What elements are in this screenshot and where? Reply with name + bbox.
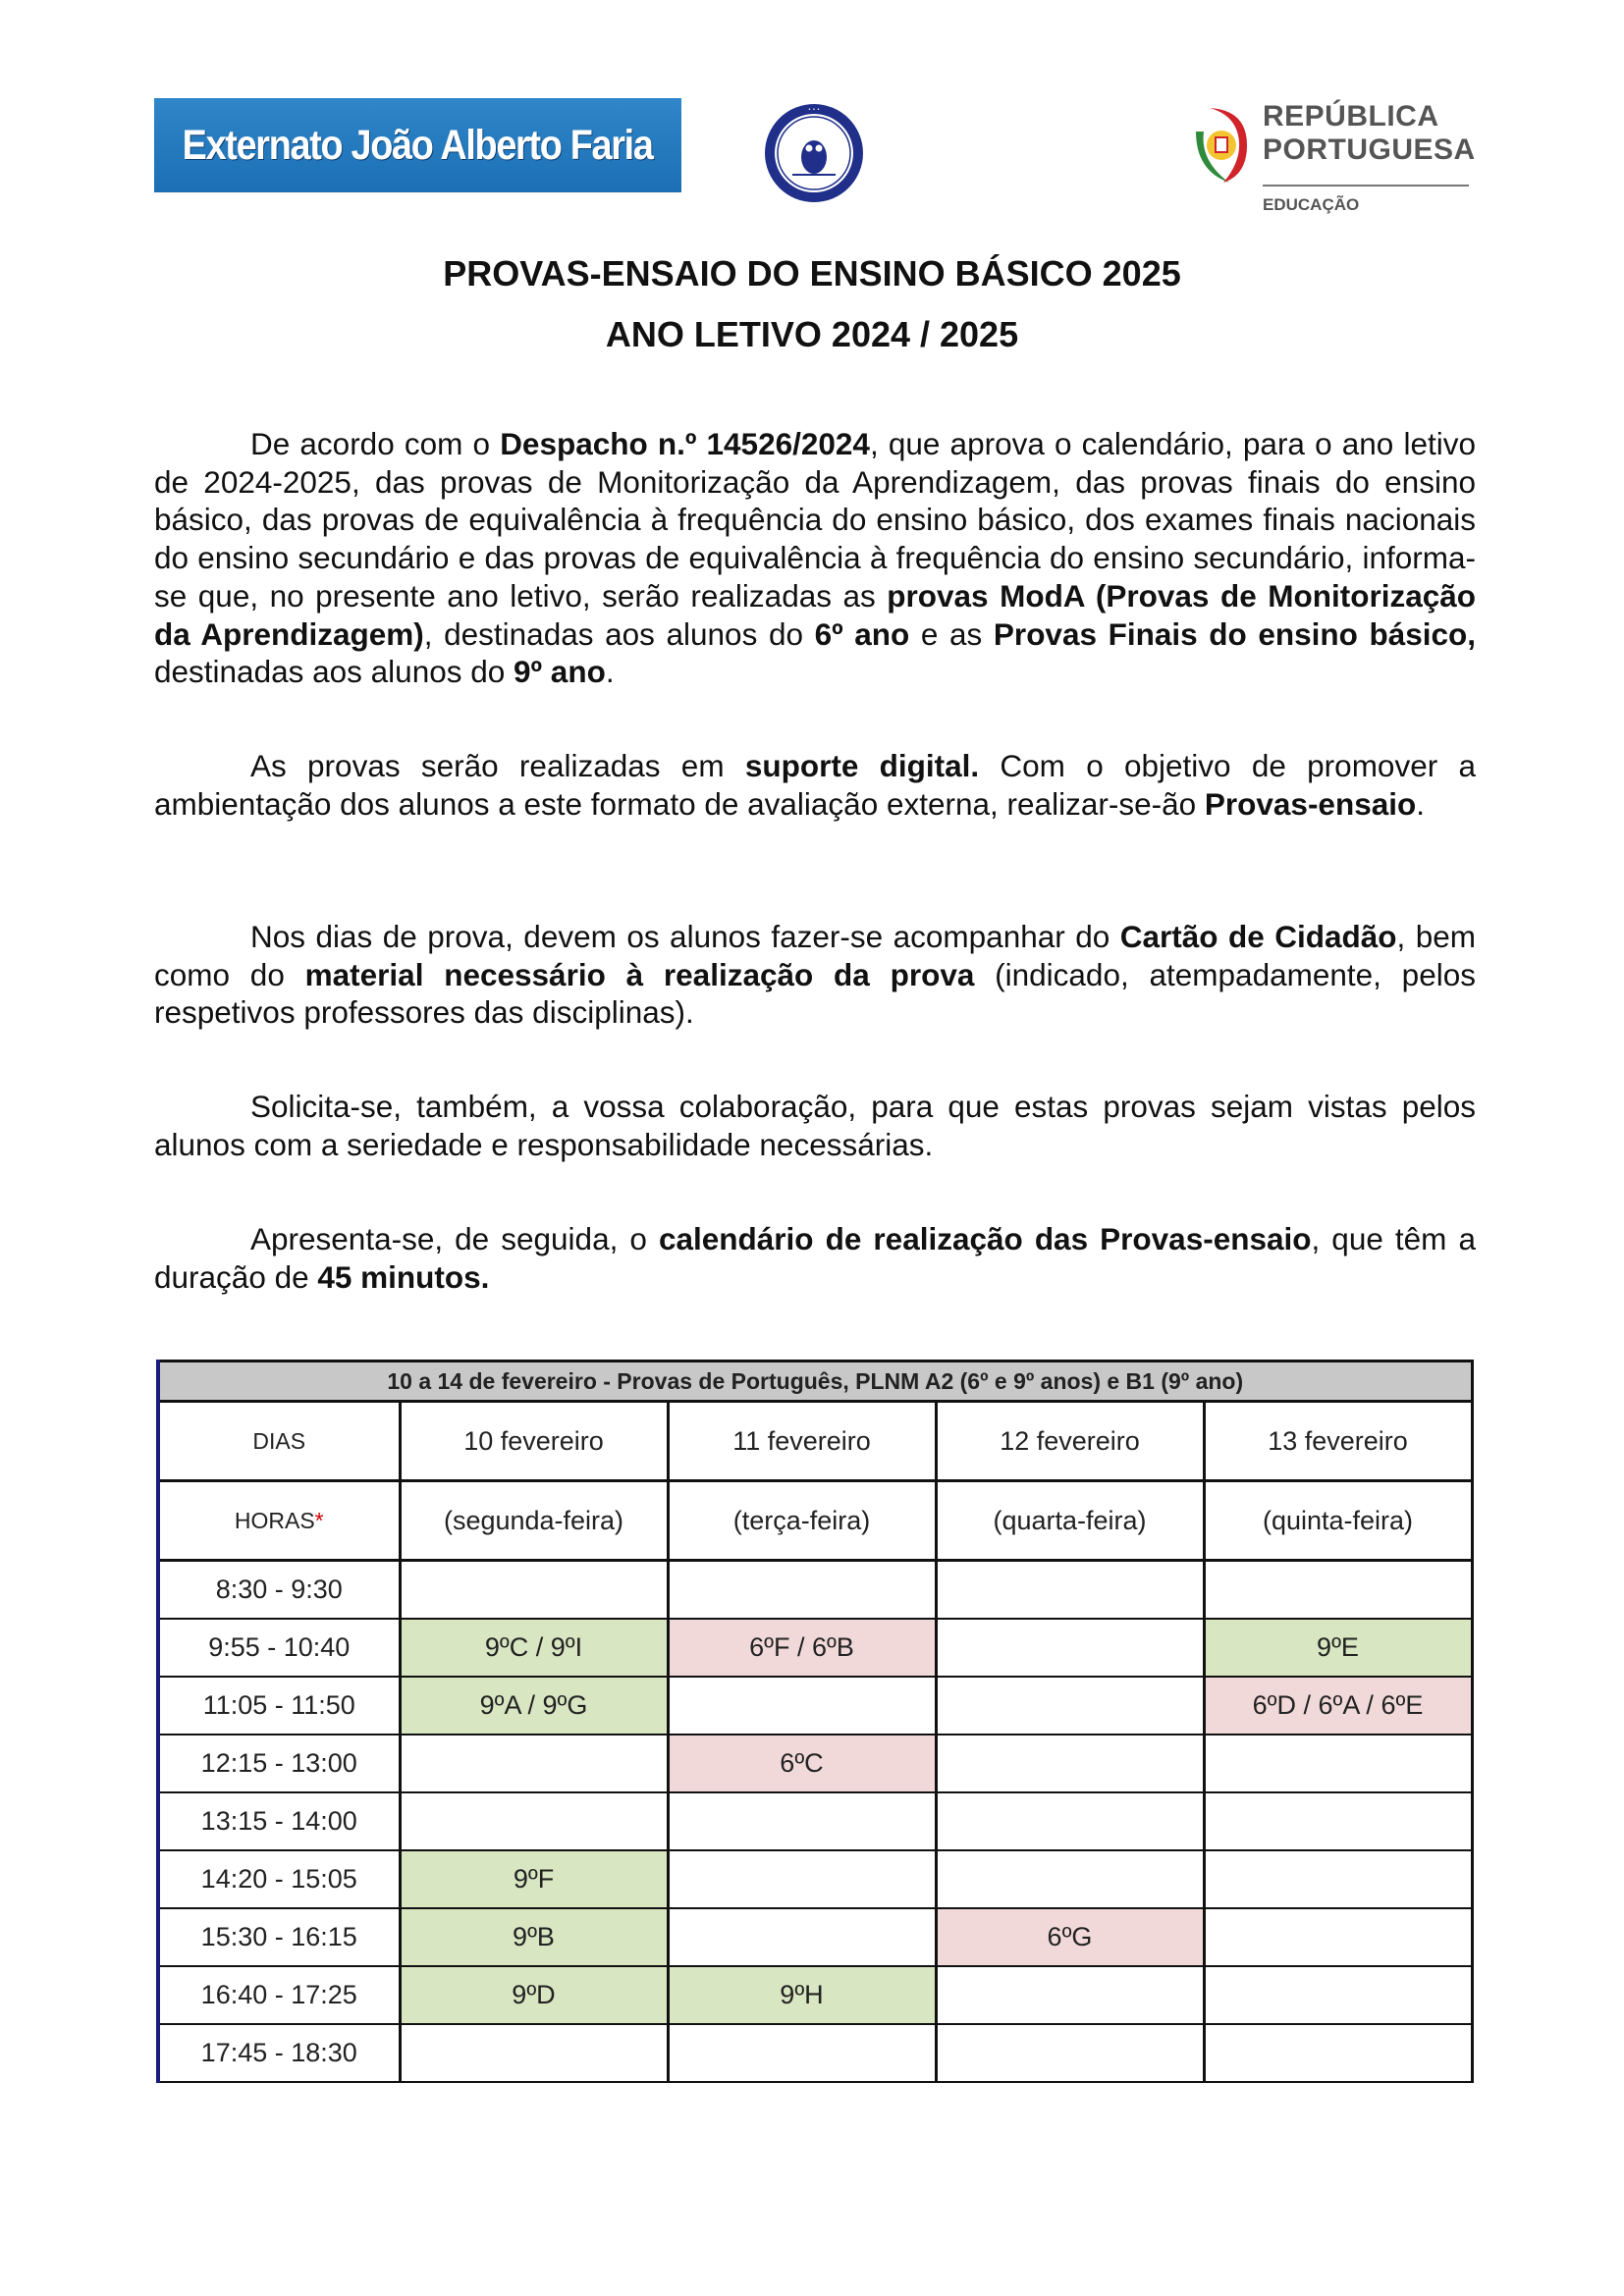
schedule-cell: 6ºG — [936, 1908, 1204, 1966]
text-bold: suporte digital. — [744, 748, 980, 783]
schedule-cell: 9ºA / 9ºG — [400, 1677, 668, 1735]
day-weekday: (segunda-feira) — [400, 1481, 668, 1561]
day-weekday: (quinta-feira) — [1204, 1481, 1472, 1561]
schedule-cell — [668, 2024, 936, 2082]
text-bold: 45 minutos. — [317, 1258, 490, 1295]
schedule-cell — [668, 1792, 936, 1850]
horas-text: HORAS — [234, 1507, 315, 1533]
schedule-cell — [668, 1677, 936, 1735]
schedule-cell: 9ºH — [668, 1966, 936, 2024]
schedule-cell: 6ºF / 6ºB — [668, 1619, 936, 1677]
schedule-cell — [668, 1561, 936, 1620]
schedule-cell — [1204, 1908, 1472, 1966]
schedule-cell — [936, 1561, 1204, 1620]
table-caption: 10 a 14 de fevereiro - Provas de Português, PLNM A2 (6º e 9º anos) e B1 (9º ano) — [158, 1362, 1472, 1402]
text: destinadas aos alunos do — [154, 654, 514, 690]
schedule-cell: 9ºC / 9ºI — [400, 1619, 668, 1677]
text: , destinadas aos alunos do — [423, 615, 815, 652]
text-bold: Provas-ensaio — [1204, 785, 1417, 822]
gov-line-1: REPÚBLICA — [1263, 100, 1439, 133]
gov-line-2: PORTUGUESA — [1263, 133, 1476, 166]
paragraph-dias-prova — [154, 918, 1476, 1032]
text-bold: 6º ano — [814, 615, 910, 652]
text: . — [1416, 785, 1425, 822]
time-slot: 11:05 - 11:50 — [158, 1677, 400, 1735]
schedule-cell — [1204, 1850, 1472, 1908]
schedule-cell — [668, 1850, 936, 1908]
text: Com o objetivo de promover a ambientação dos alunos a este formato de avaliação externa, realizar-se-ão — [154, 748, 1477, 822]
table-row — [158, 1619, 1472, 1677]
portuguese-shield-icon — [1190, 102, 1253, 185]
time-slot: 9:55 - 10:40 — [158, 1619, 400, 1677]
paragraph-despacho — [154, 425, 1476, 691]
schedule-cell — [936, 1619, 1204, 1677]
header-row-dates — [158, 1402, 1472, 1481]
schedule-cell — [936, 2024, 1204, 2082]
schedule-cell: 6ºD / 6ºA / 6ºE — [1204, 1677, 1472, 1735]
text: Nos dias de prova, devem os alunos fazer-se acompanhar do — [250, 919, 1120, 954]
text-bold: Despacho n.º 14526/2024 — [500, 426, 870, 461]
text: Apresenta-se, de seguida, o — [250, 1221, 659, 1256]
paragraph-colaboracao — [154, 1088, 1476, 1163]
schedule-cell — [400, 1561, 668, 1620]
horas-label — [158, 1481, 400, 1561]
table-row — [158, 2024, 1472, 2082]
schedule-cell: 9ºF — [400, 1850, 668, 1908]
paragraph-suporte-digital — [154, 747, 1476, 823]
day-weekday: (quarta-feira) — [936, 1481, 1204, 1561]
time-slot: 12:15 - 13:00 — [158, 1735, 400, 1792]
schedule-cell — [1204, 2024, 1472, 2082]
text: , que têm a duração de — [154, 1221, 1476, 1295]
table-row — [158, 1966, 1472, 2024]
text-bold: Cartão de Cidadão — [1119, 919, 1397, 954]
schedule-cell — [936, 1735, 1204, 1792]
svg-text:• • •: • • • — [807, 107, 821, 113]
table-row — [158, 1677, 1472, 1735]
time-slot: 16:40 - 17:25 — [158, 1966, 400, 2024]
schedule-cell: 9ºB — [400, 1908, 668, 1966]
exam-schedule-table — [156, 1360, 1474, 2083]
day-weekday: (terça-feira) — [668, 1481, 936, 1561]
schedule-cell — [936, 1850, 1204, 1908]
time-slot: 8:30 - 9:30 — [158, 1561, 400, 1620]
schedule-cell: 9ºE — [1204, 1619, 1472, 1677]
time-slot: 13:15 - 14:00 — [158, 1792, 400, 1850]
footnote-asterisk: * — [314, 1507, 324, 1533]
table-row — [158, 1735, 1472, 1792]
text-bold: Provas Finais do ensino básico, — [993, 615, 1477, 652]
text: . — [605, 654, 615, 690]
schedule-cell — [936, 1677, 1204, 1735]
text-bold: 9º ano — [514, 654, 606, 690]
text: (indicado, atempadamente, pelos respetivos professores das disciplinas). — [154, 956, 1476, 1031]
republica-portuguesa-logo — [1190, 102, 1485, 220]
schedule-cell — [1204, 1966, 1472, 2024]
text: , bem como do — [154, 919, 1477, 992]
header-row-weekdays — [158, 1481, 1472, 1561]
schedule-cell — [668, 1908, 936, 1966]
schedule-cell — [1204, 1735, 1472, 1792]
schedule-cell — [400, 1735, 668, 1792]
text-bold: calendário de realização das Provas-ensaio — [658, 1221, 1312, 1256]
table-row — [158, 1792, 1472, 1850]
gov-rule — [1263, 185, 1469, 187]
schedule-cell: 6ºC — [668, 1735, 936, 1792]
text: Solicita-se, também, a vossa colaboração, para que estas provas sejam vistas pelos alunos com a seriedade e responsabilidade necessárias. — [154, 1089, 1476, 1162]
schedule-cell — [400, 1792, 668, 1850]
text-bold: provas ModA (Provas de Monitorização da Aprendizagem) — [154, 577, 1476, 652]
time-slot: 14:20 - 15:05 — [158, 1850, 400, 1908]
gov-name — [1263, 100, 1476, 167]
day-date: 10 fevereiro — [400, 1402, 668, 1481]
schedule-cell — [936, 1792, 1204, 1850]
table-row — [158, 1850, 1472, 1908]
document-subtitle: ANO LETIVO 2024 / 2025 — [605, 314, 1019, 354]
schedule-cell — [400, 2024, 668, 2082]
gov-ministry: EDUCAÇÃO — [1263, 195, 1360, 214]
time-slot: 15:30 - 16:15 — [158, 1908, 400, 1966]
day-date: 12 fevereiro — [936, 1402, 1204, 1481]
schedule-cell: 9ºD — [400, 1966, 668, 2024]
day-date: 13 fevereiro — [1204, 1402, 1472, 1481]
paragraph-calendario — [154, 1220, 1476, 1296]
document-header — [154, 96, 1476, 214]
dias-label: DIAS — [158, 1402, 400, 1481]
school-logo-banner — [154, 98, 681, 192]
schedule-cell — [1204, 1792, 1472, 1850]
text: , que aprova o calendário, para o ano letivo de 2024-2025, das provas de Monitorização da Aprendizagem, das provas finais do ensino básico, das provas de equivalência à frequência do ensino básico, dos exames finais nacionais do ensino secundário e das provas de equivalência à frequência do ensino secundário, informa-se que, no presente ano letivo, serão realizadas as — [154, 426, 1476, 614]
school-name: Externato João Alberto Faria — [183, 121, 653, 169]
text: De acordo com o — [250, 426, 501, 461]
table-row — [158, 1561, 1472, 1620]
text: e as — [909, 615, 994, 652]
table-caption-row — [158, 1362, 1472, 1402]
document-title: PROVAS-ENSAIO DO ENSINO BÁSICO 2025 — [443, 253, 1181, 294]
text: As provas serão realizadas em — [250, 748, 745, 783]
day-date: 11 fevereiro — [668, 1402, 936, 1481]
school-seal-logo — [763, 102, 865, 204]
time-slot: 17:45 - 18:30 — [158, 2024, 400, 2082]
schedule-cell — [936, 1966, 1204, 2024]
schedule-cell — [1204, 1561, 1472, 1620]
text-bold: material necessário à realização da prova — [304, 956, 975, 992]
table-row — [158, 1908, 1472, 1966]
